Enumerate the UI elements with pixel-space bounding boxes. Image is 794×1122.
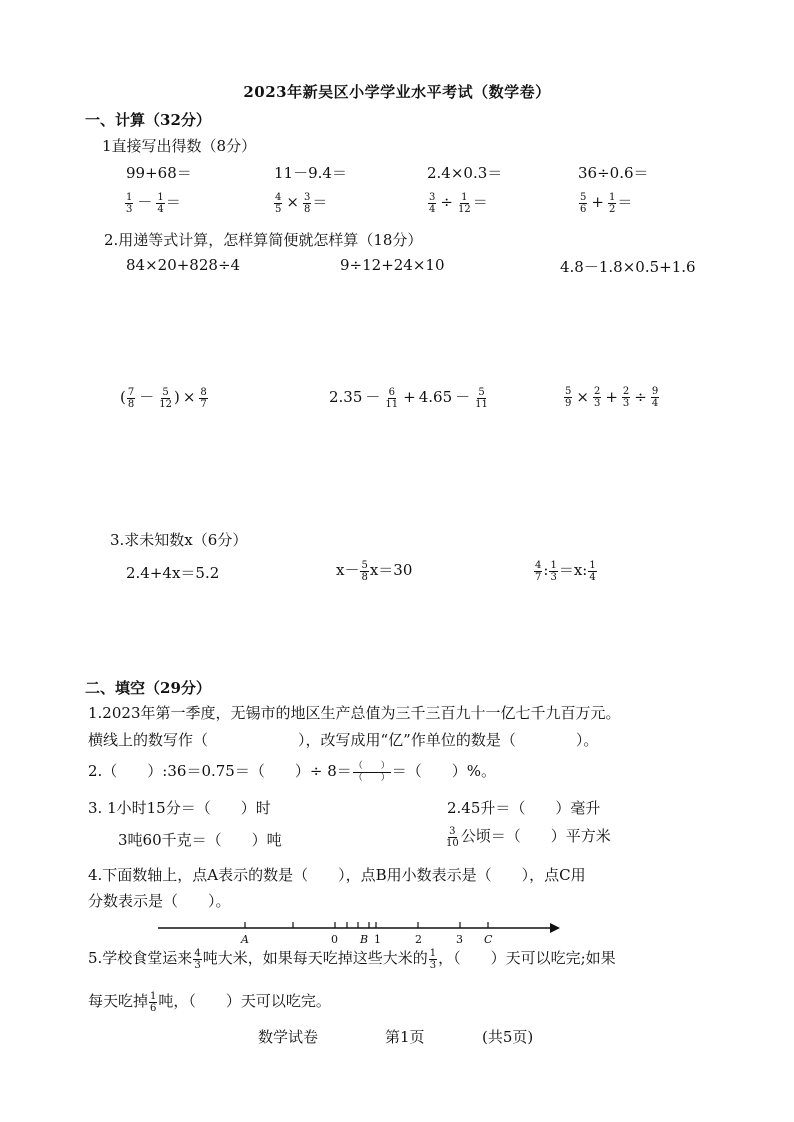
q2-expr-5: 2.35 － $\frac{6}{11}$ + 4.65 － $\frac{5}{11}$ bbox=[329, 386, 488, 410]
label-a: A bbox=[241, 933, 249, 946]
q3-equation-2: x－ $\frac{5}{8}$ x＝30 bbox=[336, 559, 413, 583]
section-2-heading: 二、填空（29分） bbox=[85, 679, 211, 697]
q3-label: 3.求未知数x（6分） bbox=[110, 531, 248, 549]
q2-expr-2: 9÷12+24×10 bbox=[340, 256, 445, 274]
label-c: C bbox=[484, 933, 493, 946]
q1-fraction-item-3: $\frac{3}{4}$ ÷ $\frac{1}{12}$ ＝ bbox=[429, 191, 488, 215]
q2-expr-1: 84×20+828÷4 bbox=[126, 256, 241, 274]
fill-q3-part-a: 3. 1小时15分＝（ ）时 bbox=[88, 799, 271, 817]
label-3: 3 bbox=[456, 933, 463, 946]
fill-q4-line-2: 分数表示是（ ）。 bbox=[88, 892, 231, 910]
fill-q3-part-c: 3吨60千克＝（ ）吨 bbox=[118, 831, 282, 849]
q2-expr-4: ( $\frac{7}{8}$ － $\frac{5}{12}$ ) × $\frac{8}{7}$ bbox=[120, 386, 207, 410]
label-1: 1 bbox=[374, 933, 381, 946]
fill-q1-line-2: 横线上的数写作（ ），改写成用“亿”作单位的数是（ ）。 bbox=[88, 731, 599, 749]
q1-fraction-item-4: $\frac{5}{6}$ + $\frac{1}{2}$ ＝ bbox=[580, 191, 633, 215]
q2-expr-6: $\frac{5}{9}$ × $\frac{2}{3}$ + $\frac{2}{3}$ ÷ $\frac{9}{4}$ bbox=[565, 386, 659, 409]
fill-q1-line-1: 1.2023年第一季度，无锡市的地区生产总值为三千三百九十一亿七千九百万元。 bbox=[88, 704, 621, 722]
fill-q4-line-1: 4.下面数轴上，点A表示的数是（ ），点B用小数表示是（ ），点C用 bbox=[88, 866, 586, 884]
q1-fraction-item-1: $\frac{1}{3}$ － $\frac{1}{4}$ ＝ bbox=[126, 191, 181, 215]
label-0: 0 bbox=[331, 933, 338, 946]
page-title: 2023年新吴区小学学业水平考试（数学卷） bbox=[243, 83, 551, 101]
footer-subject: 数学试卷 bbox=[258, 1028, 319, 1046]
fill-q5-line-2: 每天吃掉 $\frac{1}{6}$ 吨，（ ）天可以吃完。 bbox=[88, 990, 331, 1014]
fill-q2: 2.（ ）:36＝0.75＝（ ）÷ 8＝ $\frac{( )}{( )}$ ＝（ ）%。 bbox=[88, 760, 497, 783]
q2-label: 2.用递等式计算，怎样算简便就怎样算（18分） bbox=[104, 231, 423, 249]
q1-label: 1直接写出得数（8分） bbox=[102, 137, 257, 155]
label-2: 2 bbox=[415, 933, 422, 946]
footer-total: (共5页) bbox=[482, 1028, 534, 1046]
number-line bbox=[150, 916, 570, 948]
q2-expr-3: 4.8－1.8×0.5+1.6 bbox=[560, 258, 696, 276]
q1-fraction-item-2: $\frac{4}{5}$ × $\frac{3}{8}$ ＝ bbox=[275, 191, 328, 215]
q1-item-3: 2.4×0.3＝ bbox=[427, 164, 503, 182]
footer-page: 第1页 bbox=[385, 1028, 425, 1046]
q1-item-2: 11－9.4＝ bbox=[274, 164, 347, 182]
q3-equation-1: 2.4+4x＝5.2 bbox=[126, 564, 220, 582]
q3-equation-3: $\frac{4}{7}$ : $\frac{1}{3}$ ＝x: $\frac{1}{4}$ bbox=[535, 559, 596, 583]
fill-q3-part-d: $\frac{3}{10}$ 公顷＝（ ）平方米 bbox=[446, 825, 611, 849]
label-b: B bbox=[360, 933, 369, 946]
section-1-heading: 一、计算（32分） bbox=[85, 111, 211, 129]
number-line-arrow bbox=[550, 923, 560, 933]
fill-q3-part-b: 2.45升＝（ ）毫升 bbox=[447, 799, 601, 817]
fill-q5-line-1: 5.学校食堂运来 $\frac{4}{3}$ 吨大米，如果每天吃掉这些大米的 $\frac{1}{3}$ ，（ ）天可以吃完;如果 bbox=[88, 947, 616, 971]
q1-item-4: 36÷0.6＝ bbox=[578, 164, 649, 182]
q1-item-1: 99+68＝ bbox=[126, 164, 192, 182]
